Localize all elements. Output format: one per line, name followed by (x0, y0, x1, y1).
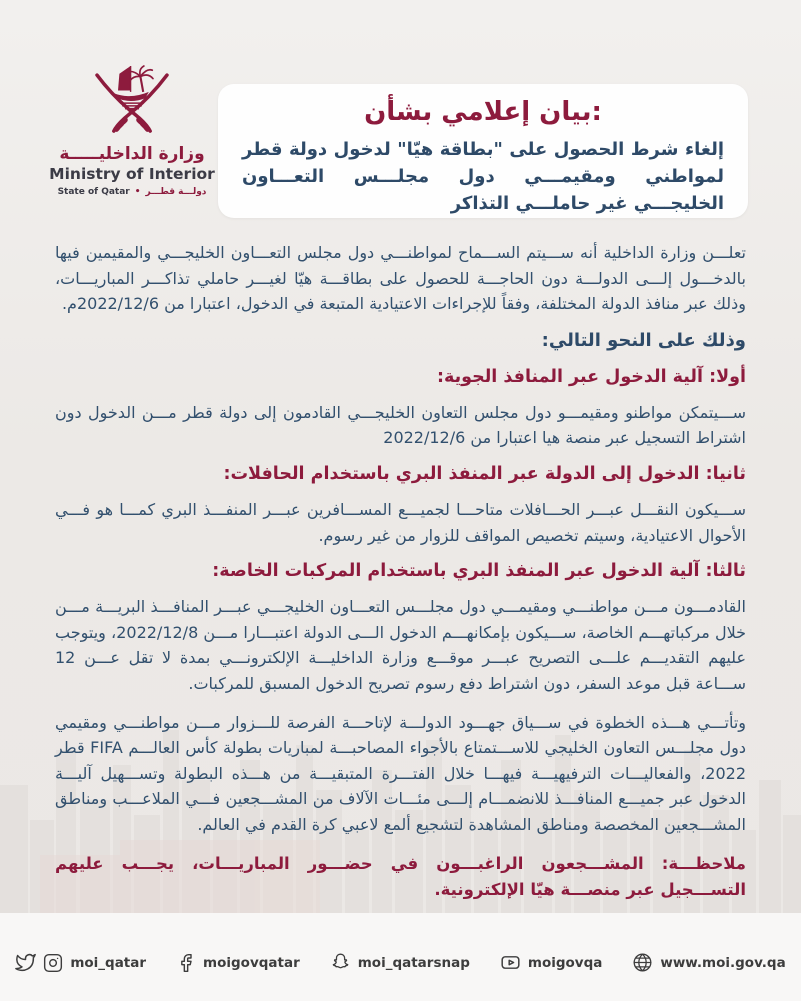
moi-logo (38, 60, 226, 197)
section-1-text: ســـيتمكن مواطنو ومقيمـــو دول مجلس التعاون الخليجـــي القادمون إلى دولة قطر مـــن الدخول دون اشتراط التسجيل عبر منصة هيا اعتبارا من 2022/12/6 (55, 402, 746, 448)
flow-heading: وذلك على النحو التالي: (541, 329, 746, 351)
social-item-website (632, 952, 785, 973)
statement-title: بيان إعلامي بشأن: (364, 97, 602, 127)
logo-divider-dot: • (134, 187, 141, 197)
section-1-heading: أولا: آلية الدخول عبر المنافذ الجوية: (436, 366, 746, 387)
website-url: www.moi.gov.qa (660, 954, 786, 971)
closing-paragraph: وتأتـــي هـــذه الخطوة في ســـياق جهـــود الدولـــة لإتاحـــة الفرصة للـــزوار مـــن مواطنـــي ومقيمي دول مجلـــس التعاون الخليجي للاســـتمتاع بالأجواء المصاحبـــة لمباريات بطولة كأس العالـــم FIFA قطر 2022، والفعاليـــات الترفيهيـــة فيهـــا خلال الفتـــرة المتبقيـــة من هـــذه البطولة وتســـهيل آليـــة الدخول عبر جميـــع المنافـــذ للانضمـــام إلـــى مئـــات الآلاف من المشـــجعين فـــي الملاعـــب ومناطق المشـــجعين المخصصة ومناطق المشاهدة لتشجيع ألمع لاعبي كرة القدم في العالم. (55, 712, 746, 834)
qatar-moi-emblem-icon (90, 60, 174, 142)
youtube-icon (500, 952, 521, 973)
social-handle: moi_qatar (70, 954, 147, 971)
section-3-text: القادمـــون مـــن مواطنـــي ومقيمـــي دول مجلـــس التعـــاون الخليجـــي عبـــر المنافـــذ البريـــة مـــن خلال مركباتهـــم الخاصة، ســـيكون بإمكانهـــم الدخول الـــى الدولة اعتبـــارا مـــن 2022/12/8، ويتوجب عليهم التقديـــم علـــى التصريح عبـــر موقـــع وزارة الداخليـــة الإلكترونـــي بمدة لا تقل عـــن 12 ســـاعة قبل موعد السفر، دون اشتراط دفع رسوم تصريح الدخول المسبق للمركبات. (55, 597, 747, 693)
facebook-icon (176, 953, 196, 973)
section-2-heading: ثانيا: الدخول إلى الدولة عبر المنفذ البري باستخدام الحافلات: (223, 463, 746, 484)
intro-paragraph: تعلـــن وزارة الداخلية أنه ســـيتم الســـماح لمواطنـــي دول مجلس التعـــاون الخليجـــي والمقيمين فيها بالدخـــول إلـــى الدولـــة دون الحاجـــة للحصول على بطاقـــة هيّا لغيـــر حاملي تذاكـــر المباريـــات، وذلك عبر منافذ الدولة المختلفة، وفقاً للإجراءات الاعتيادية المتبعة في الدخول، اعتبارا من 2022/12/6م. (55, 243, 746, 314)
ministry-name-arabic: وزارة الداخليـــــة (59, 144, 205, 164)
section-3-heading: ثالثا: آلية الدخول عبر المنفذ البري باستخدام المركبات الخاصة: (212, 561, 746, 582)
social-item-facebook (176, 953, 300, 973)
social-item-twitter-instagram (15, 952, 146, 973)
ministry-name-english: Ministry of Interior (49, 165, 215, 183)
social-item-snapchat (330, 952, 470, 973)
note-paragraph: ملاحظـــة: المشـــجعون الراغبـــون في حضـــور المباريـــات، يجـــب عليهم التســـجيل عبر منصـــة هيّا الإلكترونية. (55, 853, 746, 899)
snapchat-icon (330, 952, 351, 973)
social-handle: moi_qatarsnap (357, 954, 470, 971)
statement-title-box (218, 84, 748, 218)
globe-icon (632, 952, 653, 973)
social-footer (0, 952, 801, 973)
social-handle: moigovqatar (203, 954, 300, 971)
social-item-youtube (500, 952, 602, 973)
statement-body (55, 240, 746, 903)
social-handle: moigovqa (527, 954, 603, 971)
state-of-qatar-line (38, 187, 226, 197)
section-2-text: ســـيكون النقـــل عبـــر الحـــافلات متاحـــا لجميـــع المســـافرين عبـــر المنفـــذ البري كمـــا هو فـــي الأحوال الاعتيادية، وسيتم تخصيص المواقف للزوار من غير رسوم. (55, 499, 746, 545)
state-of-qatar-arabic: دولـــة قطـــر (145, 187, 207, 197)
state-of-qatar-english: State of Qatar (57, 187, 130, 197)
instagram-icon (43, 953, 63, 973)
statement-subtitle: إلغاء شرط الحصول على "بطاقة هيّا" لدخول دولة قطر لمواطني ومقيمـــي دول مجلـــس التعـــاون الخليجـــي غير حاملـــي التذاكر (242, 139, 724, 214)
twitter-icon (15, 952, 36, 973)
